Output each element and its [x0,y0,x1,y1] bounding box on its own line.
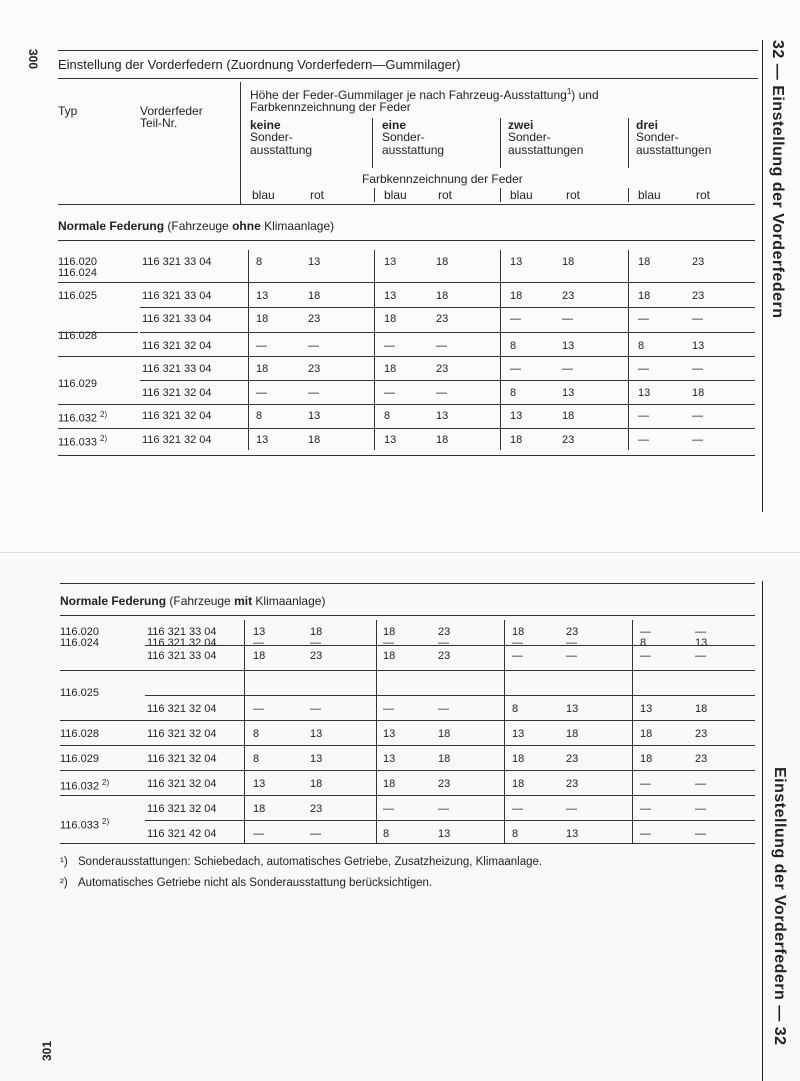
footnote-mark: ¹) [60,856,68,868]
cell-part-number: 116 321 32 04 [142,434,212,446]
cell-value: 13 [438,828,451,840]
cell-value: 23 [695,753,708,765]
cell-value: 18 [640,753,653,765]
rule [60,670,755,671]
cell-value: 18 [638,256,651,268]
cell-value: 18 [510,290,523,302]
cell-value: — [310,828,321,840]
rule [244,620,245,843]
cell-part-number: 116 321 33 04 [142,256,212,268]
cell-value: — [438,703,449,715]
cell-value: 8 [512,703,519,715]
cell-value: 23 [562,290,575,302]
cell-value: 18 [310,778,323,790]
cell-value: — [566,637,577,649]
group-line-3: ausstattung [250,143,313,157]
cell-value: 18 [253,803,266,815]
section-title: Normale Federung (Fahrzeuge mit Klimaanlage) [60,594,326,608]
side-rule [762,40,763,512]
cell-part-number: 116 321 32 04 [147,728,217,740]
rule [374,188,375,202]
cell-part-number: 116 321 33 04 [142,313,212,325]
cell-value: — [253,828,264,840]
cell-value: — [695,803,706,815]
cell-value: — [438,803,449,815]
cell-value: 23 [566,778,579,790]
cell-value: — [438,637,449,649]
cell-value: 18 [383,626,396,638]
rule [60,583,755,584]
cell-value: — [253,703,264,715]
cell-value: 13 [253,778,266,790]
cell-typ: 116.032 $^{2)}$ [60,778,110,793]
cell-part-number: 116 321 42 04 [147,828,217,840]
rule [632,620,633,843]
rule [628,250,629,450]
cell-value: 8 [256,256,263,268]
cell-value: — [695,828,706,840]
cell-value: — [692,434,703,446]
cell-typ: 116.029 [60,753,99,765]
header-rot: rot [696,188,711,202]
footnote-text: Automatisches Getriebe nicht als Sonderausstattung berücksichtigen. [78,877,433,889]
cell-value: — [512,650,523,662]
cell-value: — [384,340,395,352]
cell-value: 13 [308,410,321,422]
cell-value: — [436,387,447,399]
cell-value: 8 [384,410,391,422]
cell-value: — [383,637,394,649]
cell-value: 18 [384,313,397,325]
page-number: 300 [26,49,40,70]
cell-value: 8 [253,728,260,740]
cell-value: 8 [510,387,517,399]
cell-value: — [384,387,395,399]
cell-value: — [383,703,394,715]
rule [58,204,755,205]
rule [58,356,755,357]
cell-value: — [566,650,577,662]
group-line-3: ausstattungen [508,143,584,157]
cell-part-number: 116 321 33 04 [147,626,217,638]
cell-value: 23 [310,650,323,662]
rule [58,332,138,333]
cell-value: 13 [695,637,708,649]
cell-typ: 116.028 [58,330,97,342]
rule [500,188,501,202]
cell-value: 8 [640,637,647,649]
footnote-mark: ²) [60,877,68,889]
cell-value: — [640,626,651,638]
cell-value: — [640,778,651,790]
cell-value: — [638,363,649,375]
cell-part-number: 116 321 32 04 [142,340,212,352]
group-line-2: Sonder- [508,130,551,144]
cell-value: 18 [256,313,269,325]
cell-value: 18 [253,650,266,662]
cell-typ: 116.028 [60,728,99,740]
cell-part-number: 116 321 33 04 [142,363,212,375]
rule [58,282,755,283]
cell-part-number: 116 321 33 04 [147,650,217,662]
rule [60,720,755,721]
rule [240,82,241,204]
cell-value: — [308,387,319,399]
cell-value: — [256,387,267,399]
header-blau: blau [510,188,533,202]
cell-typ: 116.033 $^{2)}$ [60,817,110,832]
group-line-2: Sonder- [636,130,679,144]
page-number: 301 [40,1040,54,1061]
cell-part-number: 116 321 32 04 [147,778,217,790]
cell-value: — [310,637,321,649]
cell-part-number: 116 321 32 04 [142,410,212,422]
cell-value: 18 [384,363,397,375]
header-height: Höhe der Feder-Gummilager je nach Fahrzeug-Ausstattung$^1$) und [250,87,599,102]
cell-value: 13 [638,387,651,399]
rule [140,332,755,333]
cell-value: — [436,340,447,352]
group-word: zwei [508,118,534,132]
cell-value: 13 [310,753,323,765]
cell-value: 13 [566,828,579,840]
cell-value: 13 [384,256,397,268]
rule [145,695,755,696]
cell-value: 8 [253,753,260,765]
cell-value: 13 [383,728,396,740]
rule [60,615,755,616]
cell-typ: 116.024 [60,637,99,649]
cell-value: 13 [256,290,269,302]
header-height-2: Farbkennzeichnung der Feder [250,100,411,114]
rule [60,795,755,796]
rule [145,820,755,821]
cell-value: 18 [310,626,323,638]
cell-value: — [640,828,651,840]
rule [60,843,755,844]
cell-value: 18 [562,410,575,422]
cell-value: — [692,363,703,375]
cell-value: 13 [310,728,323,740]
cell-value: — [256,340,267,352]
cell-value: 13 [512,728,525,740]
cell-value: 8 [512,828,519,840]
rule [60,770,755,771]
rule [140,307,755,308]
cell-value: 13 [566,703,579,715]
cell-value: — [510,313,521,325]
cell-typ: 116.032 $^{2)}$ [58,410,108,425]
cell-value: 13 [383,753,396,765]
cell-typ: 116.025 [58,290,97,302]
header-rot: rot [310,188,325,202]
cell-value: 23 [692,256,705,268]
rule [500,118,501,168]
cell-value: 23 [695,728,708,740]
cell-typ: 116.033 $^{2)}$ [58,434,108,449]
cell-value: 23 [566,626,579,638]
cell-value: 23 [436,363,449,375]
group-word: drei [636,118,659,132]
cell-value: 18 [638,290,651,302]
group-word: keine [250,118,281,132]
cell-value: 18 [436,290,449,302]
cell-value: 18 [695,703,708,715]
cell-part-number: 116 321 32 04 [147,703,217,715]
cell-value: 18 [566,728,579,740]
cell-value: 18 [383,778,396,790]
cell-value: 8 [383,828,390,840]
cell-value: — [562,363,573,375]
cell-part-number: 116 321 32 04 [147,803,217,815]
cell-value: 13 [562,340,575,352]
rule [58,240,755,241]
cell-value: 8 [510,340,517,352]
cell-value: 23 [438,626,451,638]
cell-value: 13 [692,340,705,352]
cell-value: 23 [438,650,451,662]
group-line-2: Sonder- [250,130,293,144]
cell-value: — [695,626,706,638]
cell-value: 18 [308,290,321,302]
rule [140,380,755,381]
cell-value: 18 [436,256,449,268]
rule [500,250,501,450]
cell-value: — [383,803,394,815]
header-typ: Typ [58,104,78,118]
rule [58,404,755,405]
cell-value: 23 [436,313,449,325]
cell-value: — [638,313,649,325]
rule [58,78,758,79]
cell-value: 13 [384,290,397,302]
header-rot: rot [438,188,453,202]
cell-value: — [695,778,706,790]
rule [628,188,629,202]
rule [248,250,249,450]
cell-value: 18 [256,363,269,375]
cell-value: 13 [436,410,449,422]
cell-value: — [640,803,651,815]
cell-value: 13 [384,434,397,446]
cell-part-number: 116 321 33 04 [142,290,212,302]
cell-value: 13 [510,410,523,422]
cell-value: 13 [253,626,266,638]
cell-value: 18 [640,728,653,740]
cell-value: 13 [640,703,653,715]
header-color-label: Farbkennzeichnung der Feder [362,172,523,186]
cell-value: 18 [692,387,705,399]
cell-value: 18 [308,434,321,446]
cell-value: 18 [512,778,525,790]
rule [60,745,755,746]
rule [504,620,505,843]
rule [376,620,377,843]
table-title: Einstellung der Vorderfedern (Zuordnung Vorderfedern—Gummilager) [58,57,461,72]
cell-typ: 116.020 [58,256,97,268]
group-line-3: ausstattung [382,143,445,157]
cell-typ: 116.025 [60,687,99,699]
cell-value: 18 [562,256,575,268]
cell-value: — [692,410,703,422]
cell-value: 23 [562,434,575,446]
side-rule [762,581,763,1081]
header-blau: blau [252,188,275,202]
cell-part-number: 116 321 32 04 [147,637,217,649]
cell-typ: 116.024 [58,267,97,279]
header-rot: rot [566,188,581,202]
cell-value: 18 [436,434,449,446]
cell-value: 13 [308,256,321,268]
page-301 [0,552,800,1081]
header-blau: blau [384,188,407,202]
cell-value: 18 [512,753,525,765]
group-word: eine [382,118,407,132]
rule [374,250,375,450]
rule [58,455,755,456]
cell-value: 23 [566,753,579,765]
cell-typ: 116.029 [58,378,97,390]
rule [58,428,755,429]
cell-value: 13 [256,434,269,446]
cell-value: 8 [256,410,263,422]
group-line-3: ausstattungen [636,143,712,157]
cell-value: 23 [308,313,321,325]
cell-value: 8 [638,340,645,352]
cell-value: 18 [510,434,523,446]
cell-value: 18 [383,650,396,662]
cell-value: 23 [692,290,705,302]
header-part-2: Teil-Nr. [140,116,178,130]
side-title: Einstellung der Vorderfedern — 32 [771,767,788,1046]
header-blau: blau [638,188,661,202]
cell-value: — [695,650,706,662]
side-title: 32 — Einstellung der Vorderfedern [769,40,786,319]
cell-value: — [566,803,577,815]
rule [628,118,629,168]
header-part-1: Vorderfeder [140,104,203,118]
cell-value: — [253,637,264,649]
cell-value: — [510,363,521,375]
cell-value: 18 [512,626,525,638]
cell-part-number: 116 321 32 04 [147,753,217,765]
cell-value: — [562,313,573,325]
group-line-2: Sonder- [382,130,425,144]
cell-value: 23 [308,363,321,375]
cell-value: — [692,313,703,325]
cell-value: — [512,803,523,815]
cell-value: 18 [438,753,451,765]
cell-value: — [640,650,651,662]
rule [372,118,373,168]
rule [145,645,755,646]
cell-value: — [638,410,649,422]
section-title: Normale Federung (Fahrzeuge ohne Klimaanlage) [58,219,335,233]
cell-typ: 116.020 [60,626,99,638]
cell-value: — [638,434,649,446]
cell-value: 23 [438,778,451,790]
footnote-text: Sonderausstattungen: Schiebedach, automatisches Getriebe, Zusatzheizung, Klimaanlage. [78,856,543,868]
cell-value: 23 [310,803,323,815]
cell-value: 18 [438,728,451,740]
cell-value: — [308,340,319,352]
cell-value: 13 [562,387,575,399]
cell-value: — [310,703,321,715]
cell-value: 13 [510,256,523,268]
rule [58,50,758,51]
cell-value: — [512,637,523,649]
cell-part-number: 116 321 32 04 [142,387,212,399]
